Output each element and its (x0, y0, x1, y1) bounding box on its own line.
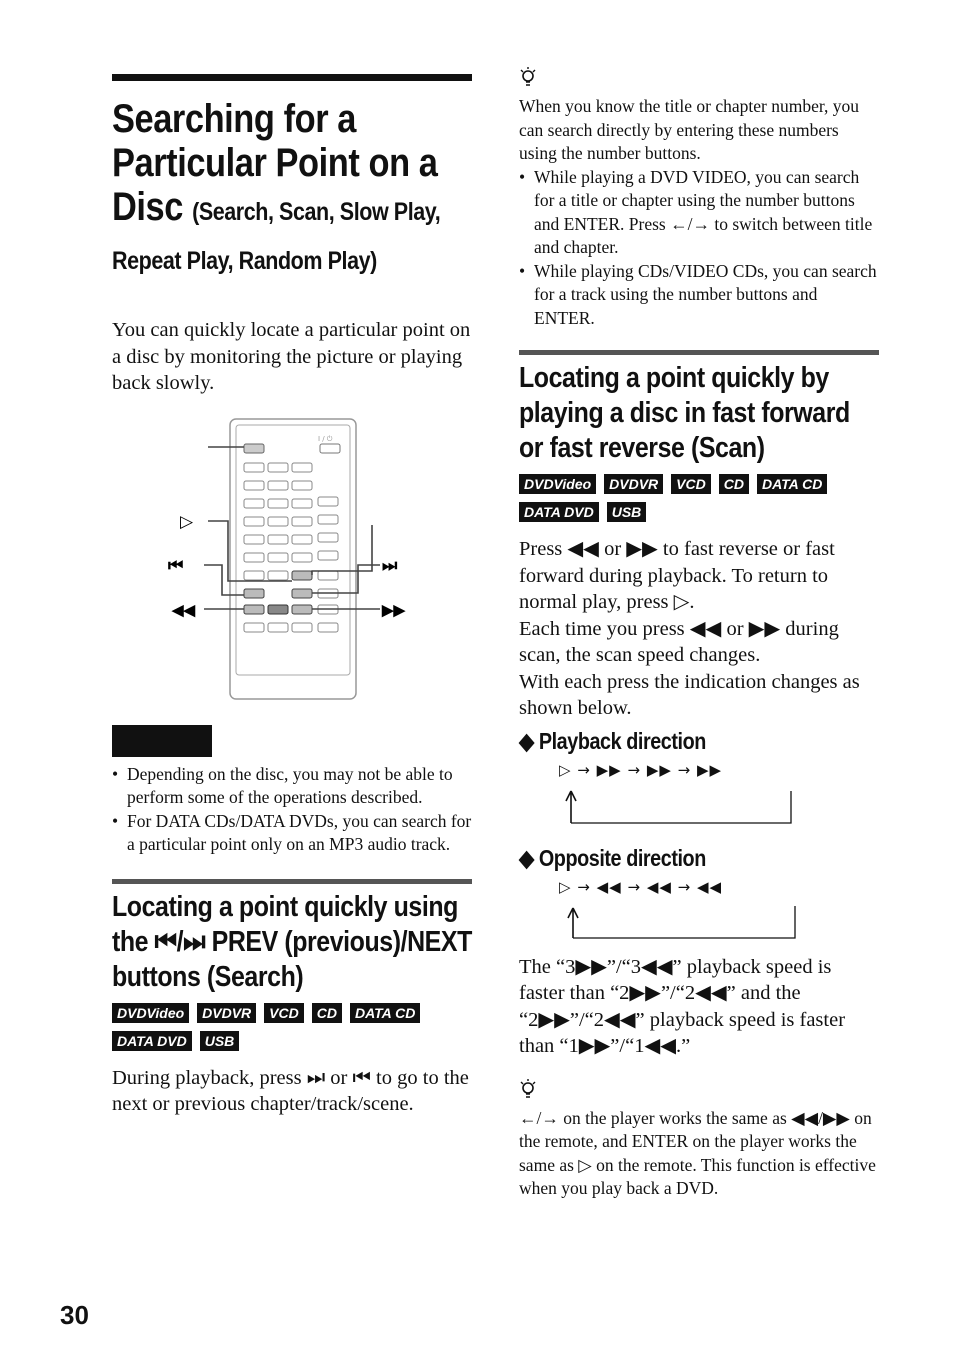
remote-prev-button (244, 589, 264, 598)
badge-usb: USB (200, 1031, 240, 1051)
scan-disc-badges (519, 474, 859, 522)
badge-dvd-video: DVDVideo (112, 1003, 189, 1023)
tip1-intro: When you know the title or chapter number, you can search directly by entering these numbers using the number buttons. (519, 96, 859, 163)
lightbulb-icon (519, 66, 537, 90)
badge-vcd: VCD (264, 1003, 304, 1023)
left-column (112, 74, 472, 1118)
scan-paragraph-2: Each time you press ◀◀ or ▶▶ during scan, the scan speed changes. (519, 617, 839, 666)
tip2-text: ←/→ on the player works the same as ◀◀/▶▶ on the remote, and ENTER on the player works the same as ▷ on the remote. This function is effective when you play back a DVD. (519, 1107, 876, 1198)
note-item: • For DATA CDs/DATA DVDs, you can search for a particular point only on an MP3 audio track. (112, 810, 472, 857)
remote-ff-button (292, 605, 312, 614)
power-label: I / ⏻ (318, 434, 333, 443)
reverse-return-arrow (519, 878, 879, 948)
remote-next-button (292, 589, 312, 598)
badge-data-dvd: DATA DVD (112, 1031, 192, 1051)
scan-section-title: Locating a point quickly by playing a disc in fast forward or fast reverse (Scan) (519, 362, 850, 464)
right-column (519, 66, 879, 1201)
page-title-main: Searching for a Particular Point on a Disc (112, 97, 438, 229)
remote-play-button (292, 571, 312, 580)
note-item: • Depending on the disc, you may not be able to perform some of the operations described. (112, 763, 472, 810)
badge-cd: CD (312, 1003, 342, 1023)
next-callout: ⏭ (382, 555, 398, 575)
playback-direction-heading: ◆ Playback direction (519, 727, 706, 754)
badge-dvd-vr: DVDVR (604, 474, 663, 494)
forward-return-arrow (519, 761, 879, 831)
tip1-item: • While playing a DVD VIDEO, you can search for a title or chapter using the number buttons and ENTER. Press ←/→ to switch between title and chapter. (519, 166, 879, 260)
remote-illustration (112, 405, 472, 705)
tip1-list (519, 166, 879, 331)
page-number: 30 (60, 1300, 89, 1330)
badge-data-cd: DATA CD (757, 474, 827, 494)
section-rule (112, 879, 472, 884)
lightbulb-icon (519, 1078, 537, 1102)
reverse-sequence (519, 878, 879, 948)
prev-callout: ⏮ (168, 555, 184, 575)
remote-rew-button (244, 605, 264, 614)
page-title-sub: (Search, Scan, Slow Play, Repeat Play, Random Play) (112, 198, 441, 275)
badge-dvd-video: DVDVideo (519, 474, 596, 494)
forward-sequence-text: ▷ → ▶▶ → ▶▶ → ▶▶ (559, 760, 723, 779)
note-label-box (112, 725, 212, 757)
badge-cd: CD (719, 474, 749, 494)
search-body: During playback, press ⏭ or ⏮ to go to the next or previous chapter/track/scene. (112, 1066, 469, 1115)
section-rule (519, 350, 879, 355)
title-rule (112, 74, 472, 81)
search-section-title: Locating a point quickly using the ⏮/⏭ PREV (previous)/NEXT buttons (Search) (112, 890, 472, 993)
opposite-direction-heading: ◆ Opposite direction (519, 844, 706, 871)
ff-callout: ▶▶ (382, 602, 406, 619)
page-title (112, 97, 473, 283)
search-disc-badges (112, 1003, 452, 1051)
forward-sequence (519, 761, 879, 831)
badge-data-dvd: DATA DVD (519, 502, 599, 522)
rew-callout: ◀◀ (172, 602, 196, 619)
play-callout: ▷ (180, 511, 194, 531)
badge-data-cd: DATA CD (350, 1003, 420, 1023)
reverse-sequence-text: ▷ → ◀◀ → ◀◀ → ◀◀ (559, 877, 723, 896)
tip1-item: • While playing CDs/VIDEO CDs, you can search for a track using the number buttons and ENTER. (519, 260, 879, 331)
badge-usb: USB (607, 502, 647, 522)
scan-paragraph-1: Press ◀◀ or ▶▶ to fast reverse or fast forward during playback. To return to normal play, press ▷. (519, 538, 835, 613)
speed-text: The “3▶▶”/“3◀◀” playback speed is faster than “2▶▶”/“2◀◀” and the “2▶▶”/“2◀◀” playback speed is faster than “1▶▶”/“1◀◀.” (519, 955, 846, 1057)
scan-paragraph-3: With each press the indication changes as shown below. (519, 670, 860, 719)
note-list (112, 763, 472, 857)
badge-vcd: VCD (671, 474, 711, 494)
intro-text: You can quickly locate a particular point on a disc by monitoring the picture or playing back slowly. (112, 319, 471, 394)
badge-dvd-vr: DVDVR (197, 1003, 256, 1023)
